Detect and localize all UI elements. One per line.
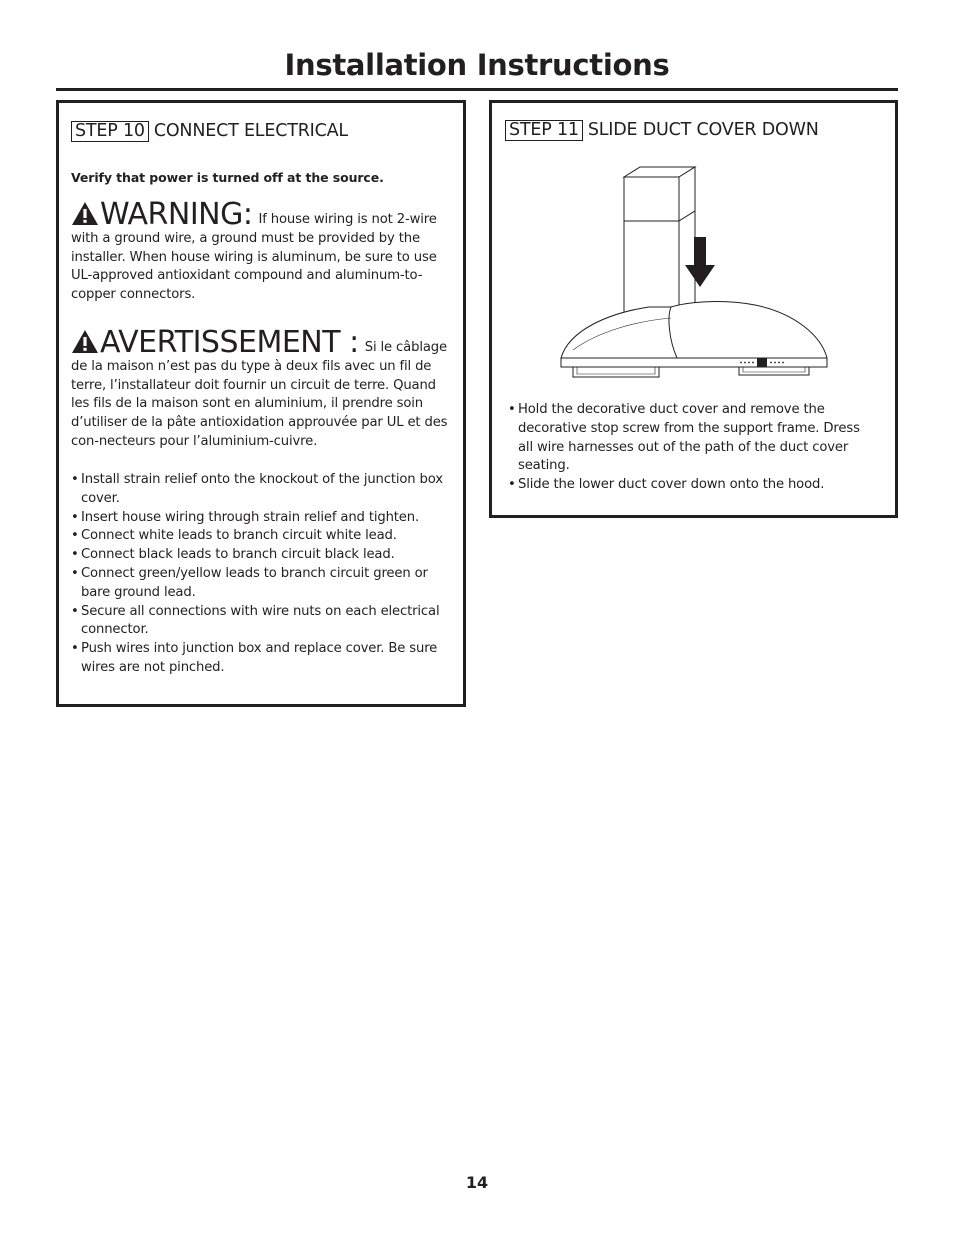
step-11-tag: STEP 11 <box>505 120 583 141</box>
list-item: • Connect black leads to branch circuit black lead. <box>71 546 451 565</box>
list-item: • Insert house wiring through strain relief and tighten. <box>71 509 451 528</box>
warning-text: If house wiring is not 2-wire with a ground wire, a ground must be provided by the installer. When house wiring is aluminum, be sure to use UL-approved antioxidant compound and aluminum-to-copper connectors. <box>71 212 437 303</box>
step-11-heading <box>505 120 819 141</box>
page-number: 14 <box>465 1173 489 1192</box>
avertissement-text: Si le câblage de la maison n’est pas du type à deux fils avec un fil de terre, l’installateur doit fournir un circuit de terre. Quand les fils de la maison sont en aluminium, il prendre soin d’utiliser de la pâte antioxidation approuvée par UL et des con-necteurs pour l’aluminium-cuivre. <box>71 340 448 449</box>
list-item: • Hold the decorative duct cover and remove the decorative stop screw from the support frame. Dress all wire harnesses out of the path of the duct cover seating. <box>508 401 870 476</box>
step-10-bullet-list <box>71 471 451 678</box>
page-title: Installation Instructions <box>284 48 670 82</box>
title-divider <box>56 88 898 91</box>
step-11-bullet-list <box>508 401 870 495</box>
warning-triangle-icon <box>71 201 99 226</box>
avertissement-block <box>71 325 453 452</box>
list-item: • Secure all connections with wire nuts on each electrical connector. <box>71 603 451 641</box>
avertissement-heading: AVERTISSEMENT : <box>100 325 359 360</box>
warning-triangle-icon <box>71 329 99 354</box>
warning-heading: WARNING: <box>100 197 253 232</box>
list-item: • Slide the lower duct cover down onto the hood. <box>508 476 870 495</box>
step-10-title: CONNECT ELECTRICAL <box>153 121 348 141</box>
step-10-heading <box>71 121 348 142</box>
list-item: • Connect white leads to branch circuit white lead. <box>71 527 451 546</box>
list-item: • Push wires into junction box and replace cover. Be sure wires are not pinched. <box>71 640 451 678</box>
step-11-panel <box>489 100 898 518</box>
step-10-panel <box>56 100 466 707</box>
step-11-title: SLIDE DUCT COVER DOWN <box>587 120 819 140</box>
list-item: • Connect green/yellow leads to branch circuit green or bare ground lead. <box>71 565 451 603</box>
list-item: • Install strain relief onto the knockout of the junction box cover. <box>71 471 451 509</box>
warning-block <box>71 197 453 305</box>
range-hood-illustration <box>559 165 835 385</box>
step-10-tag: STEP 10 <box>71 121 149 142</box>
verify-power-note: Verify that power is turned off at the source. <box>71 170 384 185</box>
